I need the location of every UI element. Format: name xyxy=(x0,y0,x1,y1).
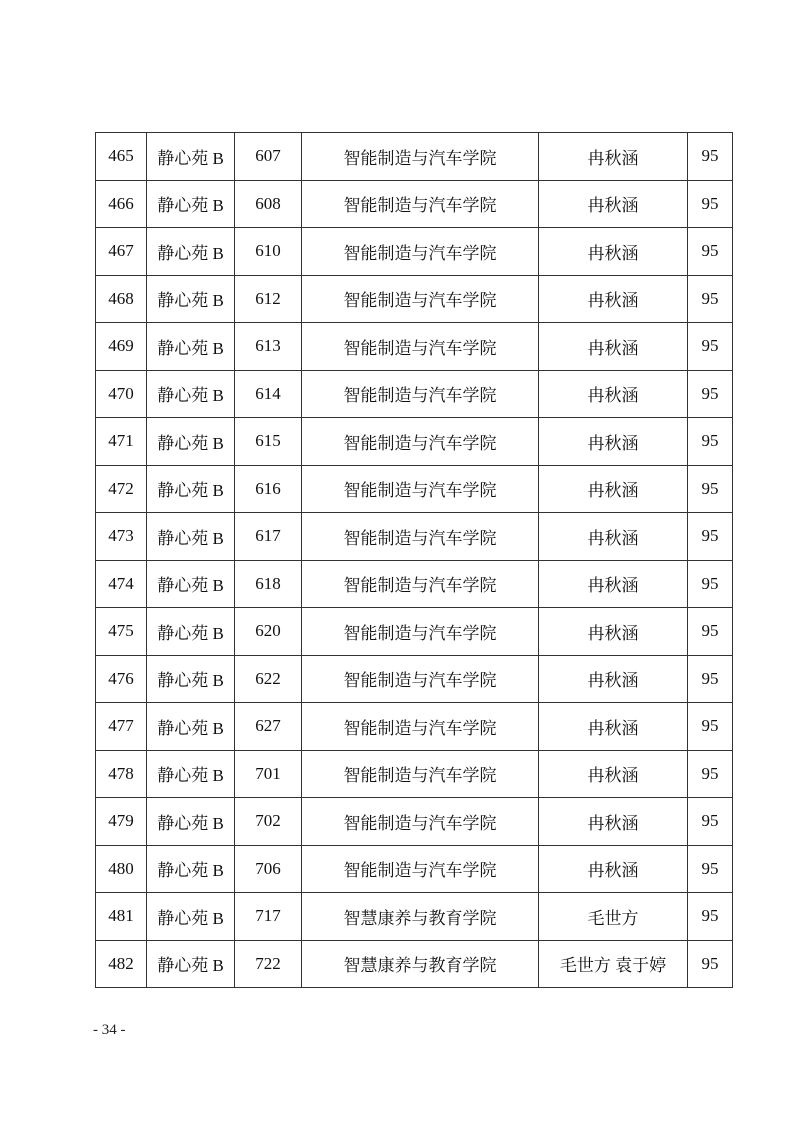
room-number-cell: 702 xyxy=(235,798,302,846)
room-number-cell: 610 xyxy=(235,228,302,276)
building-cell: 静心苑 B xyxy=(147,940,235,988)
score-cell: 95 xyxy=(688,133,733,181)
row-number-cell: 481 xyxy=(96,893,147,941)
teacher-cell: 冉秋涵 xyxy=(539,655,688,703)
table-body xyxy=(96,133,733,988)
college-cell: 智能制造与汽车学院 xyxy=(302,750,539,798)
row-number-cell: 479 xyxy=(96,798,147,846)
building-cell: 静心苑 B xyxy=(147,750,235,798)
room-number-cell: 706 xyxy=(235,845,302,893)
teacher-cell: 冉秋涵 xyxy=(539,275,688,323)
score-cell: 95 xyxy=(688,370,733,418)
college-cell: 智能制造与汽车学院 xyxy=(302,845,539,893)
college-cell: 智能制造与汽车学院 xyxy=(302,798,539,846)
college-cell: 智能制造与汽车学院 xyxy=(302,133,539,181)
table-row xyxy=(96,228,733,276)
score-cell: 95 xyxy=(688,750,733,798)
teacher-cell: 冉秋涵 xyxy=(539,465,688,513)
building-cell: 静心苑 B xyxy=(147,655,235,703)
score-cell: 95 xyxy=(688,608,733,656)
score-cell: 95 xyxy=(688,845,733,893)
row-number-cell: 471 xyxy=(96,418,147,466)
room-number-cell: 617 xyxy=(235,513,302,561)
row-number-cell: 466 xyxy=(96,180,147,228)
room-number-cell: 613 xyxy=(235,323,302,371)
score-cell: 95 xyxy=(688,560,733,608)
college-cell: 智能制造与汽车学院 xyxy=(302,180,539,228)
score-cell: 95 xyxy=(688,228,733,276)
score-cell: 95 xyxy=(688,513,733,561)
row-number-cell: 473 xyxy=(96,513,147,561)
table-row xyxy=(96,370,733,418)
room-number-cell: 717 xyxy=(235,893,302,941)
row-number-cell: 477 xyxy=(96,703,147,751)
building-cell: 静心苑 B xyxy=(147,893,235,941)
dormitory-score-table xyxy=(95,132,733,988)
building-cell: 静心苑 B xyxy=(147,275,235,323)
table-row xyxy=(96,275,733,323)
row-number-cell: 478 xyxy=(96,750,147,798)
teacher-cell: 冉秋涵 xyxy=(539,370,688,418)
teacher-cell: 冉秋涵 xyxy=(539,845,688,893)
score-cell: 95 xyxy=(688,465,733,513)
score-cell: 95 xyxy=(688,655,733,703)
building-cell: 静心苑 B xyxy=(147,608,235,656)
teacher-cell: 冉秋涵 xyxy=(539,133,688,181)
page-number: - 34 - xyxy=(93,1022,126,1038)
row-number-cell: 475 xyxy=(96,608,147,656)
table-row xyxy=(96,560,733,608)
row-number-cell: 470 xyxy=(96,370,147,418)
room-number-cell: 614 xyxy=(235,370,302,418)
building-cell: 静心苑 B xyxy=(147,560,235,608)
table-row xyxy=(96,655,733,703)
teacher-cell: 冉秋涵 xyxy=(539,560,688,608)
building-cell: 静心苑 B xyxy=(147,228,235,276)
building-cell: 静心苑 B xyxy=(147,323,235,371)
college-cell: 智能制造与汽车学院 xyxy=(302,608,539,656)
table-row xyxy=(96,703,733,751)
teacher-cell: 毛世方 xyxy=(539,893,688,941)
building-cell: 静心苑 B xyxy=(147,418,235,466)
college-cell: 智能制造与汽车学院 xyxy=(302,228,539,276)
row-number-cell: 467 xyxy=(96,228,147,276)
score-cell: 95 xyxy=(688,275,733,323)
table-row xyxy=(96,323,733,371)
college-cell: 智能制造与汽车学院 xyxy=(302,275,539,323)
building-cell: 静心苑 B xyxy=(147,513,235,561)
room-number-cell: 607 xyxy=(235,133,302,181)
room-number-cell: 622 xyxy=(235,655,302,703)
score-cell: 95 xyxy=(688,418,733,466)
teacher-cell: 冉秋涵 xyxy=(539,228,688,276)
teacher-cell: 冉秋涵 xyxy=(539,180,688,228)
row-number-cell: 480 xyxy=(96,845,147,893)
room-number-cell: 618 xyxy=(235,560,302,608)
teacher-cell: 毛世方 袁于婷 xyxy=(539,940,688,988)
table-row xyxy=(96,940,733,988)
teacher-cell: 冉秋涵 xyxy=(539,750,688,798)
room-number-cell: 627 xyxy=(235,703,302,751)
college-cell: 智能制造与汽车学院 xyxy=(302,465,539,513)
college-cell: 智能制造与汽车学院 xyxy=(302,323,539,371)
building-cell: 静心苑 B xyxy=(147,370,235,418)
teacher-cell: 冉秋涵 xyxy=(539,418,688,466)
college-cell: 智能制造与汽车学院 xyxy=(302,418,539,466)
table-row xyxy=(96,750,733,798)
room-number-cell: 612 xyxy=(235,275,302,323)
table-row xyxy=(96,133,733,181)
table-row xyxy=(96,513,733,561)
college-cell: 智能制造与汽车学院 xyxy=(302,370,539,418)
row-number-cell: 476 xyxy=(96,655,147,703)
room-number-cell: 615 xyxy=(235,418,302,466)
row-number-cell: 474 xyxy=(96,560,147,608)
teacher-cell: 冉秋涵 xyxy=(539,703,688,751)
room-number-cell: 616 xyxy=(235,465,302,513)
college-cell: 智慧康养与教育学院 xyxy=(302,893,539,941)
room-number-cell: 608 xyxy=(235,180,302,228)
table-row xyxy=(96,608,733,656)
table-row xyxy=(96,418,733,466)
score-cell: 95 xyxy=(688,893,733,941)
row-number-cell: 482 xyxy=(96,940,147,988)
score-cell: 95 xyxy=(688,180,733,228)
room-number-cell: 701 xyxy=(235,750,302,798)
building-cell: 静心苑 B xyxy=(147,845,235,893)
teacher-cell: 冉秋涵 xyxy=(539,513,688,561)
teacher-cell: 冉秋涵 xyxy=(539,608,688,656)
table-row xyxy=(96,180,733,228)
score-cell: 95 xyxy=(688,323,733,371)
building-cell: 静心苑 B xyxy=(147,465,235,513)
table-row xyxy=(96,465,733,513)
teacher-cell: 冉秋涵 xyxy=(539,798,688,846)
row-number-cell: 472 xyxy=(96,465,147,513)
college-cell: 智能制造与汽车学院 xyxy=(302,513,539,561)
score-cell: 95 xyxy=(688,940,733,988)
score-cell: 95 xyxy=(688,798,733,846)
row-number-cell: 465 xyxy=(96,133,147,181)
room-number-cell: 620 xyxy=(235,608,302,656)
table-row xyxy=(96,798,733,846)
score-cell: 95 xyxy=(688,703,733,751)
building-cell: 静心苑 B xyxy=(147,703,235,751)
college-cell: 智能制造与汽车学院 xyxy=(302,560,539,608)
building-cell: 静心苑 B xyxy=(147,180,235,228)
college-cell: 智慧康养与教育学院 xyxy=(302,940,539,988)
building-cell: 静心苑 B xyxy=(147,798,235,846)
teacher-cell: 冉秋涵 xyxy=(539,323,688,371)
building-cell: 静心苑 B xyxy=(147,133,235,181)
table-row xyxy=(96,893,733,941)
row-number-cell: 469 xyxy=(96,323,147,371)
college-cell: 智能制造与汽车学院 xyxy=(302,703,539,751)
room-number-cell: 722 xyxy=(235,940,302,988)
table-row xyxy=(96,845,733,893)
college-cell: 智能制造与汽车学院 xyxy=(302,655,539,703)
row-number-cell: 468 xyxy=(96,275,147,323)
